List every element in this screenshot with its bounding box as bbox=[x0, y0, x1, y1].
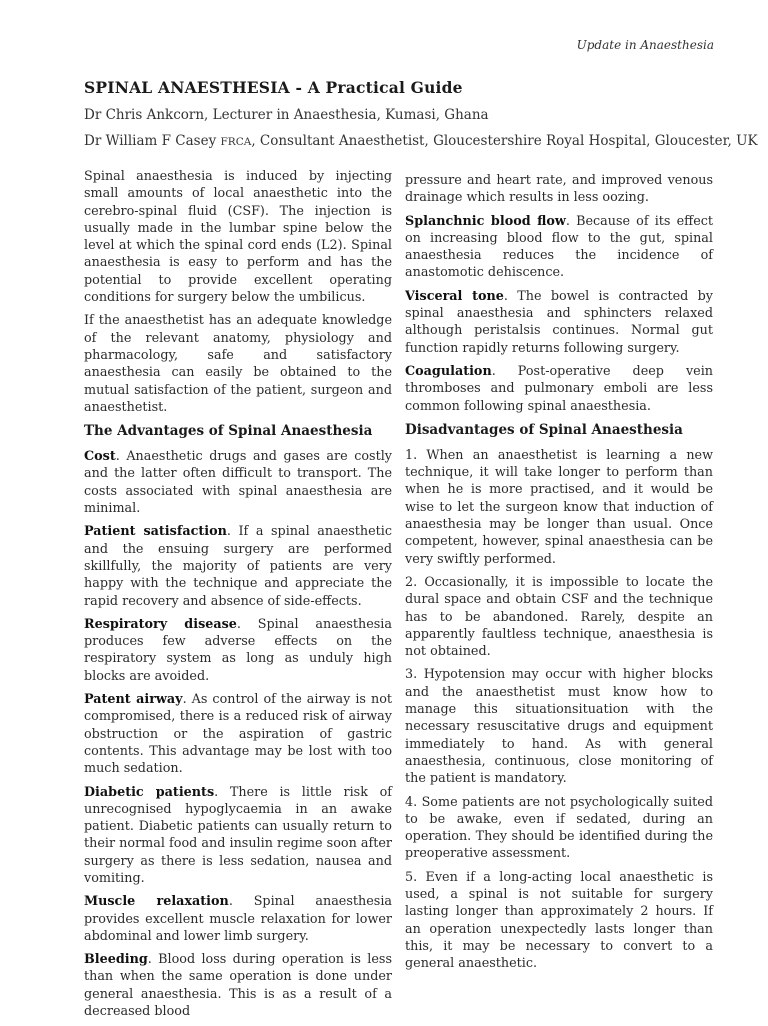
advantage-muscle-relaxation bbox=[84, 893, 392, 945]
advantage-term: Patent airway bbox=[84, 692, 183, 708]
advantage-term: Cost bbox=[84, 449, 116, 465]
advantage-text: . Anaesthetic drugs and gases are costly and the latter often difficult to transport. The costs associated with spinal anaesthesia are minimal. bbox=[84, 449, 392, 517]
disadvantage-2: 2. Occasionally, it is impossible to locate the dural space and obtain CSF and the technique has to be abandoned. Rarely, despite an apparently faultless technique, anaesthesia is not obtained. bbox=[405, 574, 713, 660]
right-column bbox=[405, 172, 713, 978]
advantage-text: . If a spinal anaesthetic and the ensuing surgery are performed skillfully, the majority of patients are very happy with the technique and appreciate the rapid recovery and absence of side-effects. bbox=[84, 524, 392, 609]
left-column bbox=[84, 168, 392, 1026]
advantage-term: Patient satisfaction bbox=[84, 524, 227, 540]
advantage-text: . There is little risk of unrecognised hypoglycaemia in an awake patient. Diabetic patients can usually return to their normal food and insulin regime soon after surgery as there is less sedation, nausea and vomiting. bbox=[84, 784, 393, 886]
advantage-text: . Spinal anaesthesia produces few adverse effects on the respiratory system as long as unduly high blocks are avoided. bbox=[84, 616, 392, 684]
intro-paragraph-2: If the anaesthetist has an adequate knowledge of the relevant anatomy, physiology and pharmacology, safe and satisfactory anaesthesia can easily be obtained to the mutual satisfaction of the patient, surgeon and anaesthetist. bbox=[84, 313, 392, 415]
advantage-patent-airway bbox=[84, 691, 392, 777]
article-title: SPINAL ANAESTHESIA - A Practical Guide bbox=[84, 78, 463, 97]
disadvantage-1: 1. When an anaesthetist is learning a new technique, it will take longer to perform than when he is more practised, and it would be wise to let the surgeon know that induction of anaesthesia may be longer than usual. Once competent, however, spinal anaesthesia can be very swiftly performed. bbox=[405, 447, 713, 567]
advantage-term: Muscle relaxation bbox=[84, 894, 229, 910]
advantage-text: . As control of the airway is not compromised, there is a reduced risk of airway obstruction or the aspiration of gastric contents. This advantage may be lost with too much sedation. bbox=[84, 692, 393, 777]
advantage-text: . Because of its effect on increasing blood flow to the gut, spinal anaesthesia reduces the incidence of anastomotic dehiscence. bbox=[405, 213, 713, 281]
author-line-2 bbox=[84, 133, 758, 149]
advantage-term: Respiratory disease bbox=[84, 616, 237, 632]
advantage-respiratory-disease bbox=[84, 616, 392, 685]
bleeding-continuation: pressure and heart rate, and improved venous drainage which results in less oozing. bbox=[405, 173, 713, 206]
advantage-text: . The bowel is contracted by spinal anaesthesia and sphincters relaxed although peristalsis continues. Normal gut function rapidly returns following surgery. bbox=[405, 288, 713, 356]
advantage-visceral-tone bbox=[405, 288, 713, 357]
advantage-splanchnic-blood-flow bbox=[405, 213, 713, 282]
author-2-name: Dr William F Casey bbox=[84, 133, 217, 149]
advantage-term: Visceral tone bbox=[405, 288, 504, 304]
advantage-term: Bleeding bbox=[84, 952, 148, 968]
running-header: Update in Anaesthesia bbox=[576, 38, 714, 52]
advantage-term: Splanchnic blood flow bbox=[405, 213, 566, 229]
advantage-text: . Spinal anaesthesia provides excellent muscle relaxation for lower abdominal and lower limb surgery. bbox=[84, 894, 392, 944]
advantage-text: . Post-operative deep vein thromboses and pulmonary emboli are less common following spinal anaesthesia. bbox=[405, 363, 713, 414]
disadvantage-3: 3. Hypotension may occur with higher blocks and the anaesthetist must know how to manage this situationsituation with the necessary resuscitative drugs and equipment immediately to hand. As with general anaesthesia, continuous, close monitoring of the patient is mandatory. bbox=[405, 667, 713, 787]
advantage-term: Diabetic patients bbox=[84, 784, 215, 800]
advantage-text: . Blood loss during operation is less than when the same operation is done under general anaesthesia. This is as a result of a decreased blood bbox=[84, 952, 392, 1020]
advantage-term: Coagulation bbox=[405, 363, 492, 379]
advantages-heading: The Advantages of Spinal Anaesthesia bbox=[84, 423, 373, 440]
disadvantage-5: 5. Even if a long-acting local anaesthetic is used, a spinal is not suitable for surgery lasting longer than approximately 2 hours. If an operation unexpectedly lasts longer than this, it may be necessary to convert to a general anaesthetic. bbox=[405, 869, 713, 972]
advantage-cost bbox=[84, 448, 392, 517]
author-2-degree: FRCA bbox=[220, 136, 252, 148]
intro-paragraph-1: Spinal anaesthesia is induced by injecting small amounts of local anaesthetic into the cerebro-spinal fluid (CSF). The injection is usually made in the lumbar spine below the level at which the spinal cord ends (L2). Spinal anaesthesia is easy to perform and has the potential to provide excellent operating conditions for surgery below the umbilicus. bbox=[84, 169, 392, 306]
advantage-diabetic-patients bbox=[84, 784, 392, 888]
advantage-patient-satisfaction bbox=[84, 523, 392, 609]
disadvantages-heading: Disadvantages of Spinal Anaesthesia bbox=[405, 421, 683, 438]
author-2-affiliation: , Consultant Anaesthetist, Gloucestershire Royal Hospital, Gloucester, UK bbox=[251, 133, 758, 149]
author-line-1: Dr Chris Ankcorn, Lecturer in Anaesthesia, Kumasi, Ghana bbox=[84, 107, 489, 123]
advantage-coagulation bbox=[405, 363, 713, 415]
advantage-bleeding bbox=[84, 951, 392, 1020]
disadvantage-4: 4. Some patients are not psychologically suited to be awake, even if sedated, during an operation. They should be identified during the preoperative assessment. bbox=[405, 794, 713, 862]
